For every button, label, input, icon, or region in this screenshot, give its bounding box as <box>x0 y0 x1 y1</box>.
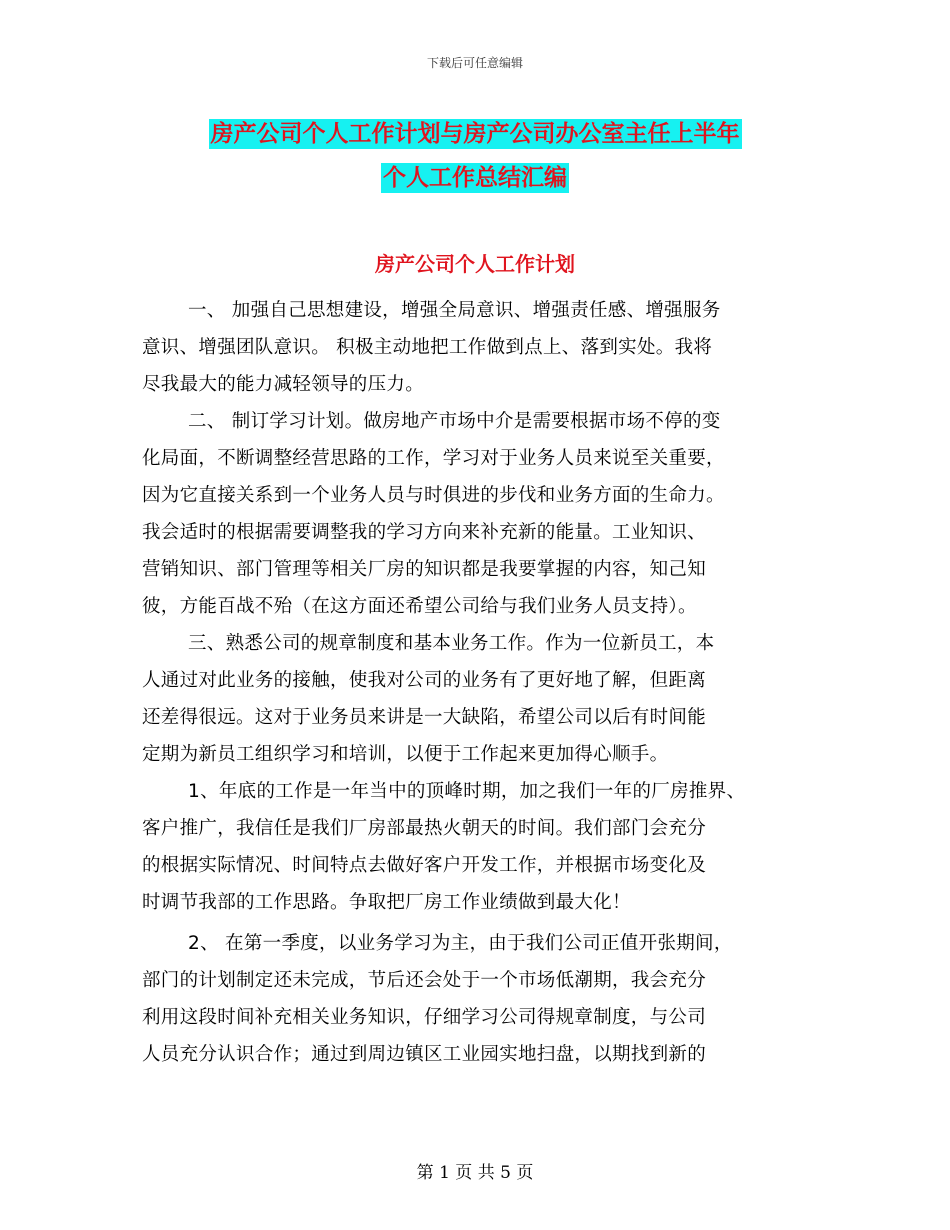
body-line: 部门的计划制定还未完成，节后还会处于一个市场低潮期，我会充分 <box>142 970 707 991</box>
section-title: 房产公司个人工作计划 <box>375 252 575 276</box>
body-line: 还差得很远。这对于业务员来讲是一大缺陷，希望公司以后有时间能 <box>142 707 707 728</box>
body-line: 时调节我部的工作思路。争取把厂房工作业绩做到最大化！ <box>142 892 631 913</box>
body-line: 三、熟悉公司的规章制度和基本业务工作。作为一位新员工，本 <box>188 633 715 654</box>
body-line: 1、年底的工作是一年当中的顶峰时期，加之我们一年的厂房推界、 <box>188 781 746 802</box>
document-title <box>0 112 950 200</box>
body-line: 2、 在第一季度，以业务学习为主，由于我们公司正值开张期间， <box>188 933 733 954</box>
body-line: 定期为新员工组织学习和培训，以便于工作起来更加得心顺手。 <box>142 744 669 765</box>
document-title-line-1: 房产公司个人工作计划与房产公司办公室主任上半年 <box>210 121 740 147</box>
body-line: 的根据实际情况、时间特点去做好客户开发工作，并根据市场变化及 <box>142 855 707 876</box>
body-line: 人员充分认识合作；通过到周边镇区工业园实地扫盘，以期找到新的 <box>142 1044 707 1065</box>
body-line: 人通过对此业务的接触，使我对公司的业务有了更好地了解，但距离 <box>142 670 707 691</box>
body-line: 意识、增强团队意识。 积极主动地把工作做到点上、落到实处。我将 <box>142 337 713 358</box>
body-line: 一、 加强自己思想建设，增强全局意识、增强责任感、增强服务 <box>188 300 721 321</box>
body-line: 利用这段时间补充相关业务知识，仔细学习公司得规章制度，与公司 <box>142 1007 707 1028</box>
body-line: 彼，方能百战不殆（在这方面还希望公司给与我们业务人员支持）。 <box>142 596 697 617</box>
page-number-footer: 第 1 页 共 5 页 <box>416 1163 534 1183</box>
body-line: 因为它直接关系到一个业务人员与时俱进的步伐和业务方面的生命力。 <box>142 485 725 506</box>
body-line: 客户推广，我信任是我们厂房部最热火朝天的时间。我们部门会充分 <box>142 818 707 839</box>
page-header-note: 下载后可任意编辑 <box>426 56 523 70</box>
body-line: 尽我最大的能力减轻领导的压力。 <box>142 374 425 395</box>
body-line: 二、 制订学习计划。做房地产市场中介是需要根据市场不停的变 <box>188 411 721 432</box>
body-line: 营销知识、部门管理等相关厂房的知识都是我要掌握的内容，知己知 <box>142 559 707 580</box>
body-line: 我会适时的根据需要调整我的学习方向来补充新的能量。工业知识、 <box>142 522 707 543</box>
document-title-line-2: 个人工作总结汇编 <box>383 165 567 191</box>
body-line: 化局面，不断调整经营思路的工作，学习对于业务人员来说至关重要， <box>142 448 725 469</box>
